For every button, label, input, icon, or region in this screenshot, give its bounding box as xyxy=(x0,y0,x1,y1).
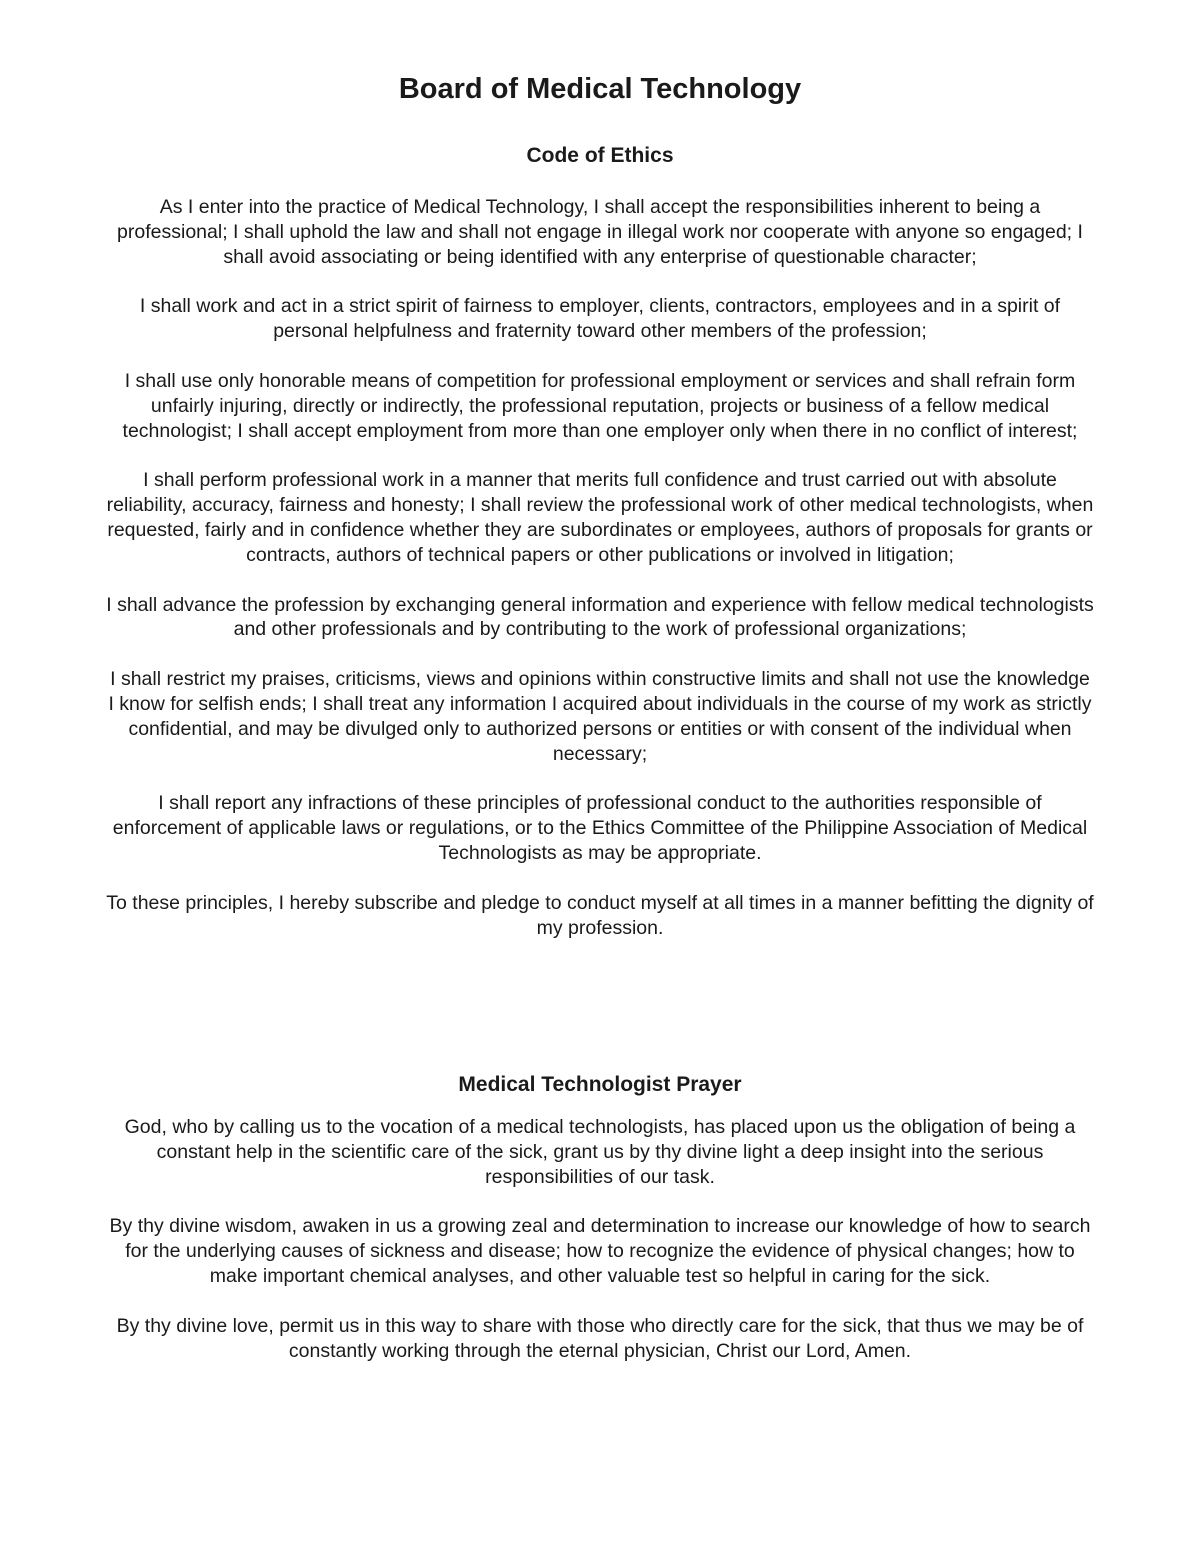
ethics-paragraph: To these principles, I hereby subscribe and pledge to conduct myself at all times in a manner befitting the dignity of my profession. xyxy=(106,891,1094,939)
prayer-section xyxy=(105,1070,1095,1388)
ethics-paragraph: I shall advance the profession by exchanging general information and experience with fellow medical technologists and other professionals and by contributing to the work of professional organizations; xyxy=(106,593,1094,641)
ethics-paragraph: I shall use only honorable means of competition for professional employment or services and shall refrain form unfairly injuring, directly or indirectly, the professional reputation, projects or business of a fellow medical technologist; I shall accept employment from more than one employer only when there in no conflict of interest; xyxy=(122,369,1078,442)
ethics-paragraph: I shall perform professional work in a manner that merits full confidence and trust carried out with absolute reliability, accuracy, fairness and honesty; I shall review the professional work of other medical technologists, when requested, fairly and in confidence whether they are subordinates or employees, authors of proposals for grants or contracts, authors of technical papers or other publications or involved in litigation; xyxy=(106,469,1094,566)
prayer-paragraph: By thy divine wisdom, awaken in us a growing zeal and determination to increase our knowledge of how to search for the underlying causes of sickness and disease; how to recognize the evidence of physical changes; how to make important chemical analyses, and other valuable test so helpful in caring for the sick. xyxy=(109,1215,1091,1287)
code-of-ethics-heading: Code of Ethics xyxy=(526,144,674,167)
ethics-paragraph: I shall report any infractions of these principles of professional conduct to the authorities responsible of enforcement of applicable laws or regulations, or to the Ethics Committee of the Philippine Association of Medical Technologists as may be appropriate. xyxy=(112,792,1088,864)
document-title: Board of Medical Technology xyxy=(398,73,802,105)
ethics-paragraph: I shall restrict my praises, criticisms, views and opinions within constructive limits and shall not use the knowledge I know for selfish ends; I shall treat any information I acquired about individuals in the course of my work as strictly confidential, and may be divulged only to authorized persons or entities or with consent of the individual when necessary; xyxy=(108,668,1092,765)
ethics-paragraph: I shall work and act in a strict spirit of fairness to employer, clients, contractors, employees and in a spirit of personal helpfulness and fraternity toward other members of the profession; xyxy=(139,295,1061,343)
ethics-paragraph: As I enter into the practice of Medical Technology, I shall accept the responsibilities inherent to being a professional; I shall uphold the law and shall not engage in illegal work nor cooperate with anyone so engaged; I shall avoid associating or being identified with any enterprise of questionable character; xyxy=(117,196,1083,268)
code-of-ethics-section xyxy=(105,141,1095,965)
prayer-paragraph: God, who by calling us to the vocation of a medical technologists, has placed upon us the obligation of being a constant help in the scientific care of the sick, grant us by thy divine light a deep insight into the serious responsibilities of our task. xyxy=(124,1116,1076,1188)
prayer-paragraph: By thy divine love, permit us in this way to share with those who directly care for the sick, that thus we may be of constantly working through the eternal physician, Christ our Lord, Amen. xyxy=(116,1314,1084,1362)
prayer-heading: Medical Technologist Prayer xyxy=(458,1073,742,1096)
